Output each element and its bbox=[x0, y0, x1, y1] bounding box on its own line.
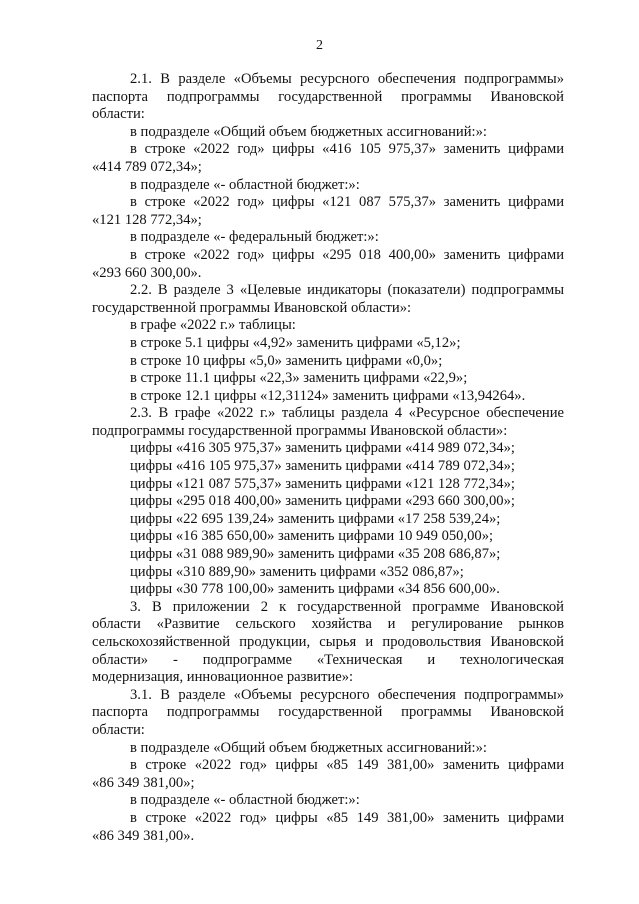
text-line: области: bbox=[92, 106, 145, 123]
text-line: в строке «2022 год» цифры «85 149 381,00» заменить цифрами bbox=[130, 809, 564, 826]
text-line: 2.2. В разделе 3 «Целевые индикаторы (показатели) подпрограммы bbox=[130, 282, 564, 299]
text-line: цифры «31 088 989,90» заменить цифрами «35 208 686,87»; bbox=[130, 546, 501, 563]
text-line: цифры «416 305 975,37» заменить цифрами «414 989 072,34»; bbox=[130, 440, 515, 457]
text-line: 3. В приложении 2 к государственной программе Ивановской bbox=[130, 598, 564, 615]
text-line: цифры «22 695 139,24» заменить цифрами «17 258 539,24»; bbox=[130, 510, 501, 527]
text-line: сельскохозяйственной продукции, сырья и продовольствия Ивановской bbox=[92, 634, 564, 650]
text-line: государственной программы Ивановской области»: bbox=[92, 299, 412, 316]
text-line: 3.1. В разделе «Объемы ресурсного обеспечения подпрограммы» bbox=[130, 686, 564, 703]
text-line: в подразделе «- областной бюджет:»: bbox=[130, 176, 360, 193]
text-line: «414 789 072,34»; bbox=[92, 158, 202, 175]
text-line: подпрограммы государственной программы Ивановской области»: bbox=[92, 422, 508, 439]
text-line: цифры «121 087 575,37» заменить цифрами «121 128 772,34»; bbox=[130, 475, 515, 492]
text-line: цифры «416 105 975,37» заменить цифрами «414 789 072,34»; bbox=[130, 458, 515, 475]
text-line: в строке 11.1 цифры «22,3» заменить цифрами «22,9»; bbox=[130, 370, 468, 387]
text-line: 2.3. В графе «2022 г.» таблицы раздела 4 «Ресурсное обеспечение bbox=[130, 405, 564, 422]
document-body bbox=[92, 71, 564, 845]
text-line: модернизация, инновационное развитие»: bbox=[92, 669, 354, 686]
text-line: в подразделе «Общий объем бюджетных ассигнований:»: bbox=[130, 123, 487, 140]
text-line: цифры «295 018 400,00» заменить цифрами «293 660 300,00»; bbox=[130, 493, 515, 510]
text-line: в строке «2022 год» цифры «85 149 381,00» заменить цифрами bbox=[130, 757, 564, 774]
text-line: цифры «30 778 100,00» заменить цифрами «34 856 600,00». bbox=[130, 581, 500, 598]
text-line: паспорта подпрограммы государственной программы Ивановской bbox=[92, 88, 564, 105]
text-line: паспорта подпрограммы государственной программы Ивановской bbox=[92, 704, 564, 721]
text-line: «86 349 381,00». bbox=[92, 827, 195, 844]
text-line: в строке «2022 год» цифры «416 105 975,37» заменить цифрами bbox=[130, 141, 564, 158]
text-line: в строке 12.1 цифры «12,31124» заменить цифрами «13,94264». bbox=[130, 387, 526, 404]
text-line: «293 660 300,00». bbox=[92, 264, 202, 281]
text-line: «121 128 772,34»; bbox=[92, 211, 202, 228]
text-line: в строке 5.1 цифры «4,92» заменить цифрами «5,12»; bbox=[130, 334, 461, 351]
text-line: в строке «2022 год» цифры «121 087 575,37» заменить цифрами bbox=[130, 194, 564, 211]
text-line: в строке 10 цифры «5,0» заменить цифрами «0,0»; bbox=[130, 352, 443, 369]
page-number: 2 bbox=[316, 38, 323, 53]
text-line: области: bbox=[92, 721, 145, 738]
text-line: в подразделе «Общий объем бюджетных ассигнований:»: bbox=[130, 739, 487, 756]
text-line: цифры «310 889,90» заменить цифрами «352 086,87»; bbox=[130, 563, 464, 580]
text-line: в подразделе «- областной бюджет:»: bbox=[130, 792, 360, 809]
text-line: «86 349 381,00»; bbox=[92, 774, 195, 791]
text-line: цифры «16 385 650,00» заменить цифрами 10 949 050,00»; bbox=[130, 528, 494, 545]
text-line: области «Развитие сельского хозяйства и регулирование рынков bbox=[92, 616, 564, 633]
text-line: в подразделе «- федеральный бюджет:»: bbox=[130, 229, 379, 246]
text-line: в строке «2022 год» цифры «295 018 400,00» заменить цифрами bbox=[130, 246, 564, 263]
text-line: в графе «2022 г.» таблицы: bbox=[130, 317, 296, 334]
text-line: области» - подпрограмме «Техническая и технологическая bbox=[92, 651, 564, 668]
text-line: 2.1. В разделе «Объемы ресурсного обеспечения подпрограммы» bbox=[130, 71, 564, 87]
